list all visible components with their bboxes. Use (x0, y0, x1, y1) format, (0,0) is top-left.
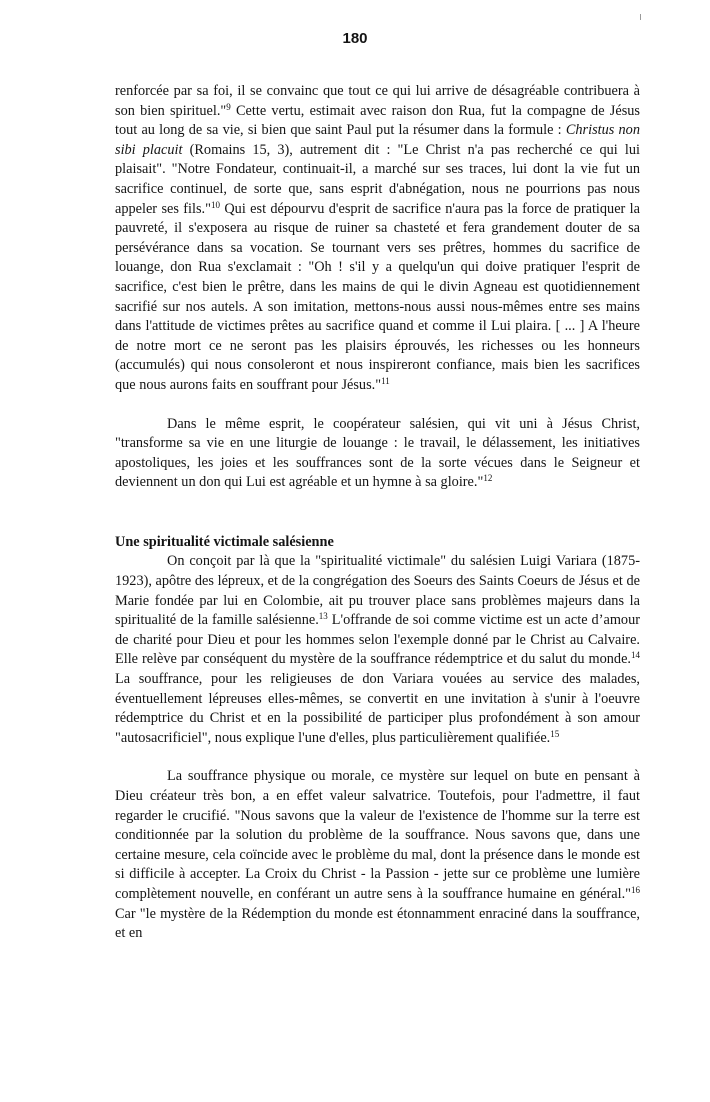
footnote-ref: 10 (210, 199, 220, 210)
footnote-ref: 11 (381, 375, 390, 386)
scan-mark (640, 14, 641, 20)
text-run: Dans le même esprit, le coopérateur salésien, qui vit uni à Jésus Christ, "transforme sa vie en une liturgie de louange : le travail, le délassement, les initiatives apostoliques, les joies et les souffrances sont de la sorte vécues dans le Seigneur et deviennent un don qui Lui est agréable et un hymne à sa gloire." (115, 415, 640, 491)
text-run: La souffrance physique ou morale, ce mystère sur lequel on bute en pensant à Dieu créateur très bon, a en effet valeur salvatrice. Toutefois, pour l'admettre, il faut regarder le crucifié. "Nous savons que la valeur de l'existence de l'homme sur la terre est conditionnée par la solution du problème de la souffrance. Nous savons que, dans une certaine mesure, cela coïncide avec le problème du mal, dont la présence dans le monde est si difficile à accepter. La Croix du Christ - la Passion - jette sur ce problème une lumière complètement nouvelle, en conférant un autre sens à la souffrance humaine en général." (115, 768, 640, 902)
text-run: Qui est dépourvu d'esprit de sacrifice n'aura pas la force de pratiquer la pauvreté, il s'exposera au risque de ruiner sa chasteté et fera grandement douter de sa persévérance dans sa vocation. Se tournant vers ses prêtres, hommes du sacrifice de louange, don Rua s'exclamait : "Oh ! s'il y a quelqu'un qui doive pratiquer l'esprit de sacrifice, c'est bien le prêtre, dans les mains de qui le divin Agneau est quotidiennement sacrifié sur nos autels. A son imitation, mettons-nous aussi nous-mêmes entre ses mains dans l'attitude de victimes prêtes au sacrifice quand et comme il Lui plaira. [ ... ] A l'heure de notre mort ce ne seront pas les plaisirs éprouvés, les richesses ou les honneurs (accumulés) qui nous consoleront et nous inspireront confiance, mais bien les sacrifices que nous aurons faits en souffrant pour Jésus." (115, 200, 640, 393)
text-run: Car "le mystère de la Rédemption du monde est étonnamment enraciné dans la souffrance, et en (115, 905, 640, 942)
paragraph-4 (115, 767, 640, 943)
text-body (115, 82, 640, 944)
footnote-ref: 12 (483, 473, 493, 484)
footnote-ref: 15 (550, 728, 560, 739)
footnote-ref: 13 (318, 611, 328, 622)
page-number: 180 (342, 30, 368, 47)
text-run: (Romains 15, 3), autrement dit : "Le Christ n'a pas recherché ce qui lui plaisait". "Notre Fondateur, continuait-il, a marché sur ses traces, lui dont la vie fut un sacrifice continuel, de sorte que, sans esprit d'abnégation, nous ne pourrions pas nous appeler ses fils." (115, 141, 640, 217)
text-run: La souffrance, pour les religieuses de don Variara vouées au service des malades, éventuellement lépreuses elles-mêmes, se convertit en une invitation à s'unir à l'oeuvre rédemptrice du Christ et en la possibilité de participer plus profondément à son amour "autosacrificiel", nous explique l'une d'elles, plus particulièrement qualifiée. (115, 671, 640, 746)
text-run: On conçoit par là que la "spiritualité victimale" du salésien Luigi Variara (1875-1923), apôtre des lépreux, et de la congrégation des Soeurs des Saints Coeurs de Jésus et de Marie fondée par lui en Colombie, ait pu trouver place sans problèmes majeurs dans la spiritualité de la famille salésienne. (115, 553, 640, 629)
emphasis-text: Christus non sibi placuit (115, 122, 640, 158)
paragraph-1 (115, 82, 640, 396)
section-heading: Une spiritualité victimale salésienne (115, 533, 334, 550)
text-run: renforcée par sa foi, il se convainc que tout ce qui lui arrive de désagréable contribuera à son bien spirituel." (115, 83, 640, 119)
paragraph-3 (115, 552, 640, 748)
footnote-ref: 14 (631, 650, 640, 661)
text-run: L'offrande de soi comme victime est un acte d’amour de charité pour Dieu et pour les hommes selon l'exemple donné par le Christ au Calvaire. Elle relève par conséquent du mystère de la souffrance rédemptrice et du salut du monde. (115, 612, 640, 668)
footnote-ref: 9 (226, 101, 231, 112)
text-run: Cette vertu, estimait avec raison don Rua, fut la compagne de Jésus tout au long de sa vie, si bien que saint Paul put la résumer dans la formule : (115, 102, 640, 139)
footnote-ref: 16 (631, 884, 640, 895)
paragraph-2 (115, 415, 640, 493)
